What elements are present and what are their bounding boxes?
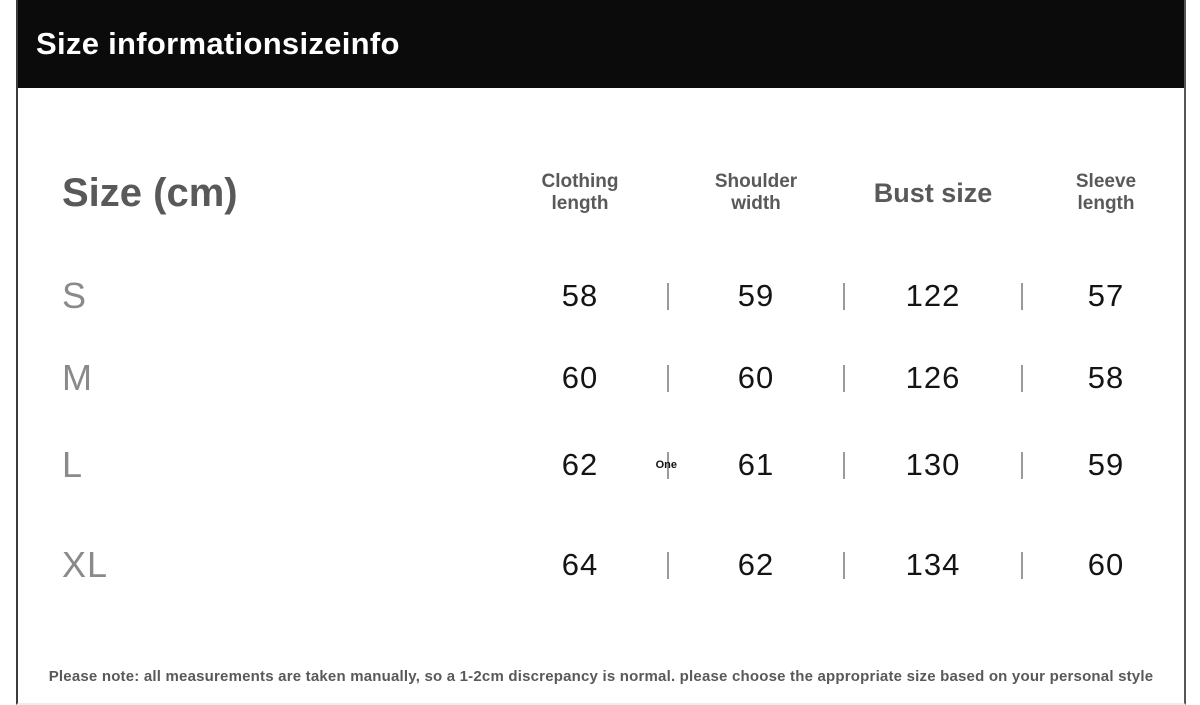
separator-bar-icon <box>667 552 669 579</box>
size-label: L <box>62 444 84 485</box>
col-header-line: length <box>1077 193 1135 214</box>
col-header-line: Shoulder <box>714 171 798 193</box>
column-separator <box>1016 419 1028 511</box>
column-separator <box>838 519 850 611</box>
separator-bar-icon <box>843 283 845 310</box>
table-row-s <box>18 250 1184 342</box>
separator-bar-icon <box>1021 283 1023 310</box>
separator-bar-icon <box>1021 552 1023 579</box>
cell-clothing-length: 62 <box>561 447 599 482</box>
column-separator <box>838 250 850 342</box>
separator-bar-icon <box>1021 365 1023 392</box>
column-separator <box>1016 332 1028 424</box>
separator-bar-icon <box>843 365 845 392</box>
cell-shoulder-width: 59 <box>737 278 775 313</box>
column-separator-with-one <box>655 419 677 511</box>
separator-bar-icon <box>1021 452 1023 479</box>
cell-bust-size: 130 <box>905 447 961 482</box>
size-label: M <box>62 357 93 398</box>
separator-bar-icon <box>843 452 845 479</box>
cell-shoulder-width: 60 <box>737 360 775 395</box>
size-label: XL <box>62 544 109 585</box>
separator-bar-icon <box>667 365 669 392</box>
table-title: Size (cm) <box>62 170 238 215</box>
one-label: One <box>655 459 677 471</box>
column-separator <box>662 250 674 342</box>
table-row-m <box>18 332 1184 424</box>
cell-sleeve-length: 59 <box>1087 447 1125 482</box>
cell-bust-size: 134 <box>905 547 961 582</box>
cell-sleeve-length: 60 <box>1087 547 1125 582</box>
separator-bar-icon <box>843 552 845 579</box>
cell-shoulder-width: 61 <box>737 447 775 482</box>
column-separator <box>838 332 850 424</box>
col-header-clothing-length <box>498 171 662 215</box>
cell-sleeve-length: 57 <box>1087 278 1125 313</box>
cell-clothing-length: 64 <box>561 547 599 582</box>
table-row-l <box>18 419 1184 511</box>
cell-sleeve-length: 58 <box>1087 360 1125 395</box>
col-header-line: Sleeve <box>1075 171 1137 193</box>
separator-bar-icon <box>667 283 669 310</box>
col-header-line: length <box>551 193 609 214</box>
title-bar <box>18 0 1184 88</box>
column-separator <box>1016 519 1028 611</box>
col-header-line: width <box>731 193 781 214</box>
col-header-line: Clothing <box>541 171 619 193</box>
col-header-sleeve-length <box>1028 171 1184 215</box>
column-separator <box>1016 250 1028 342</box>
col-header-shoulder-width <box>674 171 838 215</box>
size-chart-page <box>16 0 1186 705</box>
cell-bust-size: 126 <box>905 360 961 395</box>
page-title: Size informationsizeinfo <box>36 26 400 61</box>
cell-shoulder-width: 62 <box>737 547 775 582</box>
col-header-bust-size: Bust size <box>873 177 993 208</box>
cell-bust-size: 122 <box>905 278 961 313</box>
size-label: S <box>62 275 88 316</box>
column-separator <box>662 332 674 424</box>
column-separator <box>662 519 674 611</box>
column-separator <box>838 419 850 511</box>
measurement-disclaimer: Please note: all measurements are taken manually, so a 1-2cm discrepancy is normal. please choose the appropriate size based on your personal style <box>48 668 1154 685</box>
cell-clothing-length: 58 <box>561 278 599 313</box>
cell-clothing-length: 60 <box>561 360 599 395</box>
table-row-xl <box>18 519 1184 611</box>
